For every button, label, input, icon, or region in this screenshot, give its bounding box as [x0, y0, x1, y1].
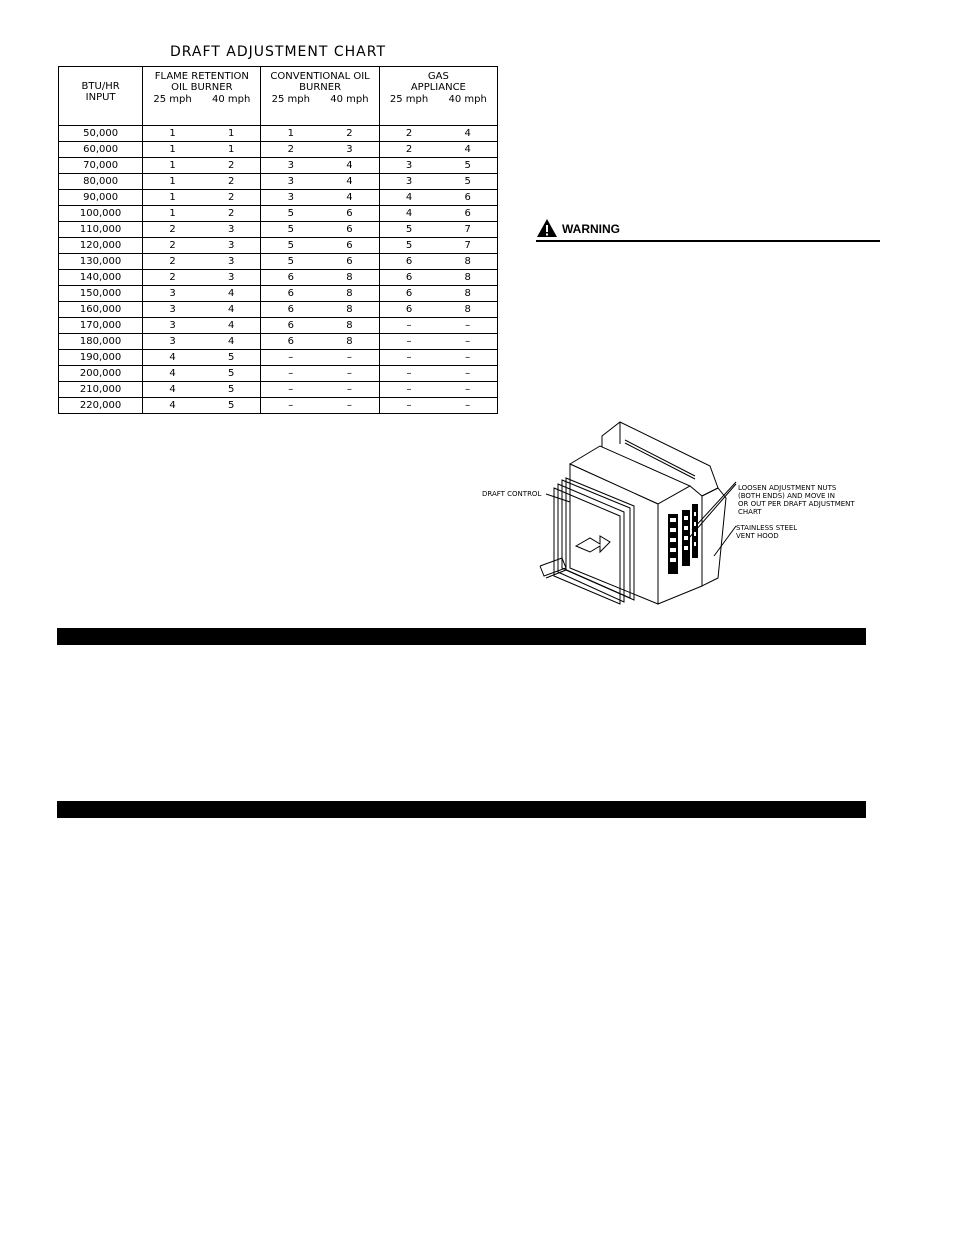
- value-group-cell: [261, 190, 379, 206]
- value-group-cell: [261, 366, 379, 382]
- value-cell: 5: [287, 256, 294, 267]
- nuts-label-line: (BOTH ENDS) AND MOVE IN: [738, 492, 835, 500]
- speed-label: 25 mph: [271, 94, 310, 105]
- value-cell: 3: [287, 192, 294, 203]
- btu-cell: 210,000: [59, 382, 143, 398]
- group-label-line: CONVENTIONAL OIL: [270, 71, 370, 82]
- section-header-bar: [57, 628, 866, 645]
- value-group-cell: [261, 158, 379, 174]
- value-cell: 6: [464, 208, 471, 219]
- value-cell: –: [406, 352, 412, 363]
- value-cell: 6: [346, 224, 353, 235]
- value-group-cell: [143, 350, 261, 366]
- draft-adjustment-table: [58, 66, 498, 414]
- value-group-cell: [379, 270, 497, 286]
- table-row: [59, 334, 498, 350]
- speed-label: 40 mph: [211, 94, 251, 105]
- value-cell: –: [465, 352, 471, 363]
- nuts-label-line: CHART: [738, 508, 762, 516]
- value-cell: 6: [346, 208, 353, 219]
- value-cell: 4: [169, 368, 176, 379]
- value-group-cell: [379, 126, 497, 142]
- warning-label: WARNING: [562, 222, 620, 236]
- value-cell: 2: [287, 144, 294, 155]
- value-group-cell: [261, 206, 379, 222]
- value-cell: 5: [405, 224, 413, 235]
- value-cell: –: [288, 368, 294, 379]
- value-cell: 3: [227, 256, 235, 267]
- btu-cell: 60,000: [59, 142, 143, 158]
- value-group-cell: [261, 254, 379, 270]
- group-label-line: OIL BURNER: [171, 82, 233, 93]
- value-cell: 1: [227, 128, 235, 139]
- value-cell: 3: [169, 336, 176, 347]
- hood-label-line: VENT HOOD: [736, 532, 779, 540]
- value-cell: 2: [227, 160, 235, 171]
- warning-heading: [536, 218, 880, 242]
- value-group-cell: [261, 270, 379, 286]
- btu-cell: 160,000: [59, 302, 143, 318]
- value-cell: 3: [227, 240, 235, 251]
- value-cell: 2: [227, 176, 235, 187]
- value-cell: 3: [169, 304, 176, 315]
- value-cell: 8: [346, 288, 353, 299]
- value-cell: 8: [346, 272, 353, 283]
- btu-cell: 200,000: [59, 366, 143, 382]
- speed-label: 40 mph: [448, 94, 487, 105]
- value-group-cell: [379, 254, 497, 270]
- value-cell: 6: [405, 256, 413, 267]
- value-cell: 8: [464, 256, 471, 267]
- value-cell: –: [288, 400, 294, 411]
- value-cell: 8: [346, 304, 353, 315]
- value-group-cell: [143, 238, 261, 254]
- value-group-cell: [143, 174, 261, 190]
- adjustment-nuts-label: [738, 484, 855, 516]
- value-cell: –: [406, 336, 412, 347]
- value-group-cell: [379, 142, 497, 158]
- value-group-cell: [261, 398, 379, 414]
- value-group-cell: [143, 206, 261, 222]
- draft-control-label: DRAFT CONTROL: [482, 490, 542, 498]
- value-cell: 2: [227, 192, 235, 203]
- value-cell: 3: [287, 176, 294, 187]
- value-group-cell: [379, 286, 497, 302]
- value-cell: 6: [287, 272, 294, 283]
- value-cell: –: [406, 320, 412, 331]
- value-cell: –: [465, 368, 471, 379]
- value-group-cell: [379, 318, 497, 334]
- section-header-bar: [57, 801, 866, 818]
- btu-cell: 100,000: [59, 206, 143, 222]
- header-btu: [59, 67, 143, 126]
- value-cell: 4: [464, 144, 471, 155]
- value-cell: 2: [405, 144, 413, 155]
- value-cell: 6: [346, 240, 353, 251]
- value-cell: 5: [227, 384, 235, 395]
- value-group-cell: [143, 158, 261, 174]
- draft-control-figure: [470, 418, 890, 608]
- value-cell: –: [465, 336, 471, 347]
- value-group-cell: [143, 334, 261, 350]
- table-header-row: [59, 67, 498, 126]
- value-cell: 4: [405, 208, 413, 219]
- value-cell: 1: [227, 144, 235, 155]
- value-cell: 4: [405, 192, 413, 203]
- value-group-cell: [261, 222, 379, 238]
- btu-cell: 50,000: [59, 126, 143, 142]
- value-cell: 4: [227, 288, 235, 299]
- nuts-label-line: LOOSEN ADJUSTMENT NUTS: [738, 484, 837, 492]
- value-group-cell: [143, 270, 261, 286]
- btu-cell: 150,000: [59, 286, 143, 302]
- value-cell: –: [288, 384, 294, 395]
- table-row: [59, 126, 498, 142]
- value-cell: 6: [287, 304, 294, 315]
- value-cell: 2: [346, 128, 353, 139]
- value-cell: 1: [169, 128, 176, 139]
- speed-label: 25 mph: [153, 94, 192, 105]
- value-cell: 5: [464, 176, 471, 187]
- btu-cell: 220,000: [59, 398, 143, 414]
- value-cell: 6: [405, 288, 413, 299]
- value-cell: –: [406, 368, 412, 379]
- btu-cell: 120,000: [59, 238, 143, 254]
- value-cell: 4: [346, 176, 353, 187]
- value-cell: 1: [169, 160, 176, 171]
- value-group-cell: [143, 302, 261, 318]
- value-group-cell: [143, 366, 261, 382]
- table-row: [59, 222, 498, 238]
- value-group-cell: [143, 318, 261, 334]
- value-cell: 3: [405, 176, 413, 187]
- warning-triangle-icon: [536, 218, 558, 238]
- table-row: [59, 350, 498, 366]
- value-group-cell: [261, 350, 379, 366]
- value-cell: 6: [346, 256, 353, 267]
- value-cell: 1: [169, 176, 176, 187]
- value-cell: 6: [287, 288, 294, 299]
- value-cell: 8: [464, 288, 471, 299]
- value-cell: –: [406, 384, 412, 395]
- value-cell: 5: [405, 240, 413, 251]
- value-cell: –: [346, 400, 352, 411]
- value-cell: 3: [169, 288, 176, 299]
- table-row: [59, 366, 498, 382]
- value-group-cell: [261, 238, 379, 254]
- speed-label: 40 mph: [330, 94, 369, 105]
- value-group-cell: [379, 190, 497, 206]
- table-row: [59, 238, 498, 254]
- value-cell: 4: [346, 192, 353, 203]
- value-group-cell: [143, 382, 261, 398]
- group-label-line: GAS: [427, 71, 449, 82]
- table-row: [59, 270, 498, 286]
- value-cell: –: [465, 320, 471, 331]
- header-conventional-oil: [261, 67, 379, 126]
- value-group-cell: [379, 158, 497, 174]
- value-group-cell: [261, 286, 379, 302]
- table-row: [59, 302, 498, 318]
- table-row: [59, 206, 498, 222]
- table-row: [59, 190, 498, 206]
- btu-cell: 110,000: [59, 222, 143, 238]
- value-cell: 6: [464, 192, 471, 203]
- group-label-line: BURNER: [299, 82, 342, 93]
- value-cell: 3: [287, 160, 294, 171]
- value-cell: 1: [169, 208, 176, 219]
- value-cell: 2: [169, 224, 176, 235]
- value-cell: 5: [464, 160, 471, 171]
- value-group-cell: [379, 382, 497, 398]
- header-btu-line: INPUT: [85, 92, 116, 103]
- value-group-cell: [379, 366, 497, 382]
- btu-cell: 130,000: [59, 254, 143, 270]
- value-group-cell: [261, 142, 379, 158]
- value-cell: 5: [287, 224, 294, 235]
- value-cell: 4: [346, 160, 353, 171]
- value-group-cell: [261, 302, 379, 318]
- value-cell: 1: [169, 192, 176, 203]
- value-cell: –: [288, 352, 294, 363]
- hood-label-line: STAINLESS STEEL: [736, 524, 798, 532]
- value-cell: 3: [227, 272, 235, 283]
- btu-cell: 170,000: [59, 318, 143, 334]
- value-group-cell: [379, 334, 497, 350]
- table-row: [59, 142, 498, 158]
- value-cell: 3: [227, 224, 235, 235]
- table-row: [59, 286, 498, 302]
- value-cell: –: [346, 384, 352, 395]
- value-cell: 4: [169, 384, 176, 395]
- header-flame-retention: [143, 67, 261, 126]
- value-cell: 5: [287, 240, 294, 251]
- vent-hood-label: [736, 524, 797, 540]
- btu-cell: 180,000: [59, 334, 143, 350]
- value-cell: 8: [464, 304, 471, 315]
- value-cell: 2: [227, 208, 235, 219]
- value-cell: 8: [346, 320, 353, 331]
- value-cell: 5: [227, 400, 235, 411]
- btu-cell: 140,000: [59, 270, 143, 286]
- value-cell: 3: [346, 144, 353, 155]
- value-group-cell: [261, 382, 379, 398]
- value-cell: 2: [169, 256, 176, 267]
- value-group-cell: [143, 254, 261, 270]
- value-cell: 7: [464, 224, 471, 235]
- table-row: [59, 398, 498, 414]
- value-cell: –: [346, 368, 352, 379]
- value-group-cell: [379, 238, 497, 254]
- value-group-cell: [261, 174, 379, 190]
- value-group-cell: [379, 302, 497, 318]
- table-row: [59, 318, 498, 334]
- value-cell: 4: [464, 128, 471, 139]
- value-cell: 4: [227, 320, 235, 331]
- btu-cell: 80,000: [59, 174, 143, 190]
- table-row: [59, 254, 498, 270]
- value-cell: 1: [287, 128, 294, 139]
- value-cell: 1: [169, 144, 176, 155]
- table-row: [59, 382, 498, 398]
- value-cell: 3: [405, 160, 413, 171]
- value-group-cell: [379, 398, 497, 414]
- value-group-cell: [143, 222, 261, 238]
- value-cell: 4: [227, 336, 235, 347]
- speed-label: 25 mph: [389, 94, 429, 105]
- value-group-cell: [143, 190, 261, 206]
- value-group-cell: [143, 286, 261, 302]
- value-cell: 4: [169, 352, 176, 363]
- value-cell: 3: [169, 320, 176, 331]
- btu-cell: 190,000: [59, 350, 143, 366]
- value-cell: 2: [169, 272, 176, 283]
- value-cell: 6: [405, 272, 413, 283]
- value-group-cell: [379, 174, 497, 190]
- value-group-cell: [143, 142, 261, 158]
- value-cell: 4: [227, 304, 235, 315]
- value-cell: –: [465, 384, 471, 395]
- value-cell: 2: [169, 240, 176, 251]
- value-cell: 2: [405, 128, 413, 139]
- value-group-cell: [379, 206, 497, 222]
- value-cell: 6: [405, 304, 413, 315]
- nuts-label-line: OR OUT PER DRAFT ADJUSTMENT: [738, 500, 855, 508]
- chart-title: DRAFT ADJUSTMENT CHART: [169, 44, 387, 60]
- table-row: [59, 174, 498, 190]
- value-group-cell: [143, 398, 261, 414]
- value-cell: 5: [227, 352, 235, 363]
- value-group-cell: [261, 334, 379, 350]
- value-cell: 6: [287, 336, 294, 347]
- group-label-line: FLAME RETENTION: [154, 71, 249, 82]
- value-cell: –: [346, 352, 352, 363]
- value-cell: –: [406, 400, 412, 411]
- table-row: [59, 158, 498, 174]
- value-group-cell: [143, 126, 261, 142]
- value-cell: 8: [464, 272, 471, 283]
- value-cell: 4: [169, 400, 176, 411]
- value-cell: 6: [287, 320, 294, 331]
- btu-cell: 70,000: [59, 158, 143, 174]
- value-cell: 5: [287, 208, 294, 219]
- value-cell: 8: [346, 336, 353, 347]
- value-group-cell: [379, 222, 497, 238]
- value-cell: –: [465, 400, 471, 411]
- value-group-cell: [261, 126, 379, 142]
- btu-cell: 90,000: [59, 190, 143, 206]
- group-label-line: APPLIANCE: [410, 82, 466, 93]
- value-group-cell: [261, 318, 379, 334]
- header-btu-line: BTU/HR: [81, 81, 120, 92]
- header-gas-appliance: [379, 67, 497, 126]
- value-group-cell: [379, 350, 497, 366]
- value-cell: 5: [227, 368, 235, 379]
- value-cell: 7: [464, 240, 471, 251]
